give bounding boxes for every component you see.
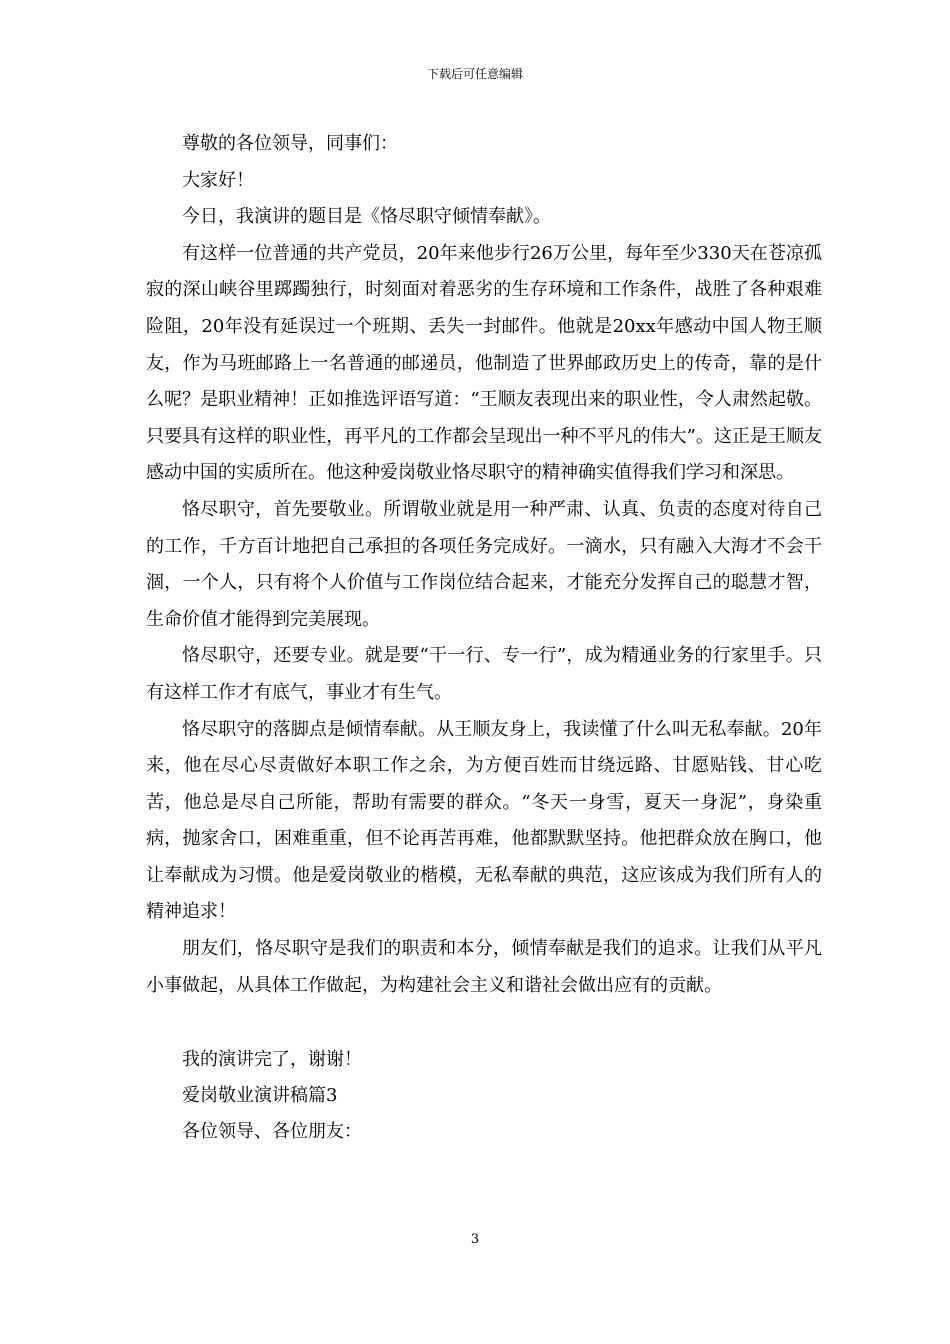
- next-speech-salutation: 各位领导、各位朋友：: [182, 1121, 362, 1143]
- paragraph-dedication: 恪尽职守，首先要敬业。所谓敬业就是用一种严肃、认真、负责的态度对待自己的工作，千方百计地把自己承担的各项任务完成好。一滴水，只有融入大海才不会干涸，一个人，只有将个人价值与工作岗位结合起来，才能充分发挥自己的聪慧才智，生命价值才能得到完美展现。: [146, 498, 822, 630]
- paragraph-professional: 恪尽职守，还要专业。就是要“干一行、专一行”，成为精通业务的行家里手。只有这样工作才有底气，事业才有生气。: [146, 645, 822, 703]
- salutation: 尊敬的各位领导，同事们：: [182, 133, 398, 154]
- greeting: 大家好！: [182, 169, 254, 191]
- page-number: 3: [470, 1232, 480, 1247]
- paragraph-conclusion: 朋友们，恪尽职守是我们的职责和本分，倾情奉献是我们的追求。让我们从平凡小事做起，从具体工作做起，为构建社会主义和谐社会做出应有的贡献。: [146, 938, 822, 996]
- next-speech-title: 爱岗敬业演讲稿篇3: [182, 1085, 338, 1107]
- paragraph-gap: [146, 1004, 822, 1042]
- page-header: 下载后可任意编辑: [426, 67, 523, 81]
- paragraph-devotion: 恪尽职守的落脚点是倾情奉献。从王顺友身上，我读懂了什么叫无私奉献。20年来，他在尽心尽责做好本职工作之余，为方便百姓而甘绕远路、甘愿贴钱、甘心吃苦，他总是尽自己所能，帮助有需要的群众。“冬天一身雪，夏天一身泥”，身染重病，抛家舍口，困难重重，但不论再苦再难，他都默默坚持。他把群众放在胸口，他让奉献成为习惯。他是爱岗敬业的楷模，无私奉献的典范，这应该成为我们所有人的精神追求！: [146, 718, 822, 923]
- speech-topic: 今日，我演讲的题目是《恪尽职守倾情奉献》。: [182, 206, 551, 228]
- paragraph-wang-shunyou: 有这样一位普通的共产党员，20年来他步行26万公里，每年至少330天在苍凉孤寂的深山峡谷里踯躅独行，时刻面对着恶劣的生存环境和工作条件，战胜了各种艰难险阻，20年没有延误过一个班期、丢失一封邮件。他就是20xx年感动中国人物王顺友，作为马班邮路上一名普通的邮递员，他制造了世界邮政历史上的传奇，靠的是什么呢？是职业精神！正如推选评语写道：“王顺友表现出来的职业性，令人肃然起敬。只要具有这样的职业性，再平凡的工作都会呈现出一种不平凡的伟大”。这正是王顺友感动中国的实质所在。他这种爱岗敬业恪尽职守的精神确实值得我们学习和深思。: [146, 242, 822, 484]
- document-body: [146, 126, 822, 1150]
- closing-section: [146, 1042, 822, 1150]
- closing-thanks: 我的演讲完了，谢谢！: [182, 1049, 362, 1071]
